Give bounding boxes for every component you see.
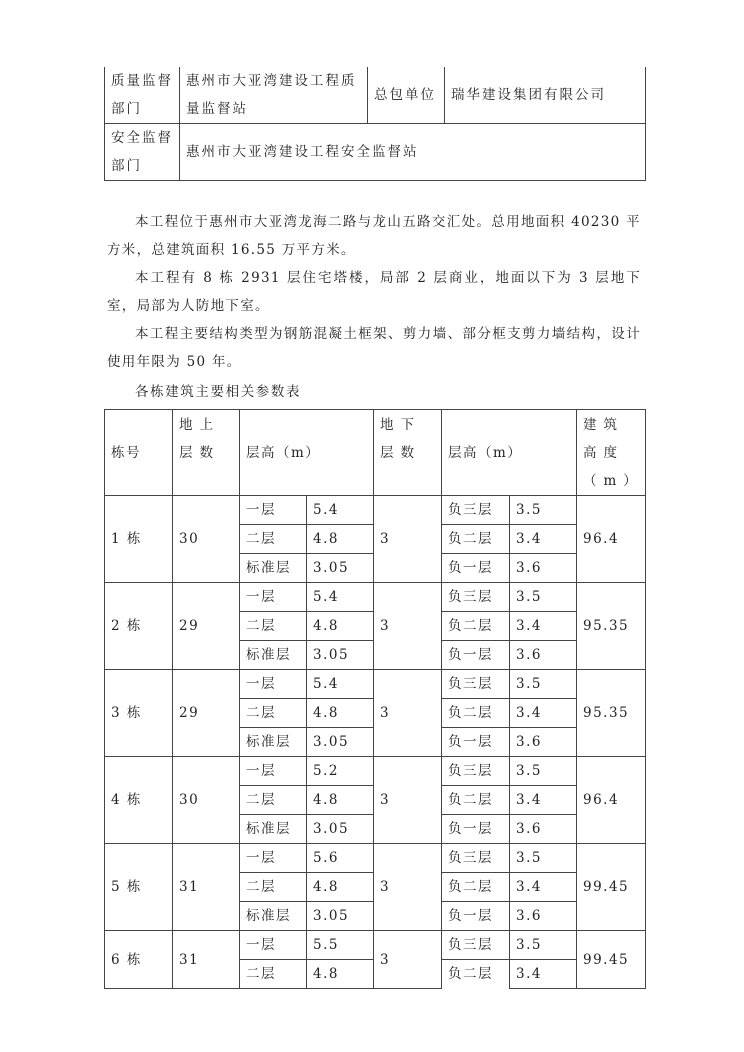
building-parameters-table [104, 409, 646, 989]
paragraph-location: 本工程位于惠州市大亚湾龙海二路与龙山五路交汇处。总用地面积 40230 平方米，总建筑面积 16.55 万平方米。 [107, 214, 641, 258]
below-floor-name: 负二层 [442, 960, 510, 989]
contractor-value: 瑞华建设集团有限公司 [445, 67, 646, 124]
quality-dept-label: 质量监督部门 [105, 67, 180, 124]
building-name: 3 栋 [105, 670, 173, 757]
table-row [105, 844, 646, 873]
building-name: 1 栋 [105, 496, 173, 583]
above-floor-count: 30 [173, 496, 240, 583]
below-floor-name: 负三层 [442, 670, 510, 699]
above-floor-name: 一层 [240, 583, 307, 612]
table-row [105, 67, 646, 124]
above-floor-height: 5.4 [307, 583, 374, 612]
contractor-label: 总包单位 [368, 67, 445, 124]
above-floor-name: 一层 [240, 757, 307, 786]
above-floor-height: 3.05 [307, 902, 374, 931]
above-floor-name: 二层 [240, 699, 307, 728]
building-total-height: 96.4 [577, 757, 646, 844]
below-floor-height: 3.4 [510, 786, 577, 815]
table-row [105, 757, 646, 786]
table-row [105, 670, 646, 699]
below-floor-name: 负二层 [442, 786, 510, 815]
above-floor-name: 标准层 [240, 641, 307, 670]
above-floor-height: 3.05 [307, 728, 374, 757]
header-above-floors-text: 地上层数 [179, 417, 220, 461]
below-floor-height: 3.6 [510, 554, 577, 583]
above-floor-count: 29 [173, 670, 240, 757]
project-info-table [104, 67, 646, 181]
header-above-height: 层高（m） [240, 410, 374, 496]
below-floor-height: 3.6 [510, 815, 577, 844]
above-floor-name: 二层 [240, 786, 307, 815]
header-total-height [577, 410, 646, 496]
above-floor-name: 标准层 [240, 554, 307, 583]
table-row [105, 496, 646, 525]
above-floor-height: 5.6 [307, 844, 374, 873]
below-floor-count: 3 [374, 844, 442, 931]
below-floor-height: 3.4 [510, 525, 577, 554]
below-floor-height: 3.5 [510, 496, 577, 525]
above-floor-name: 二层 [240, 873, 307, 902]
table-caption: 各栋建筑主要相关参数表 [135, 384, 302, 400]
above-floor-height: 4.8 [307, 960, 374, 989]
above-floor-height: 4.8 [307, 525, 374, 554]
below-floor-height: 3.4 [510, 960, 577, 989]
building-total-height: 99.45 [577, 931, 646, 989]
below-floor-name: 负三层 [442, 931, 510, 960]
building-total-height: 95.35 [577, 583, 646, 670]
above-floor-name: 标准层 [240, 902, 307, 931]
above-floor-height: 4.8 [307, 612, 374, 641]
safety-dept-label: 安全监督部门 [105, 124, 180, 181]
above-floor-name: 二层 [240, 612, 307, 641]
building-name: 6 栋 [105, 931, 173, 989]
above-floor-name: 一层 [240, 496, 307, 525]
above-floor-count: 30 [173, 757, 240, 844]
below-floor-name: 负三层 [442, 757, 510, 786]
above-floor-height: 5.4 [307, 670, 374, 699]
below-floor-height: 3.4 [510, 699, 577, 728]
above-floor-name: 二层 [240, 960, 307, 989]
below-floor-name: 负一层 [442, 815, 510, 844]
below-floor-height: 3.5 [510, 931, 577, 960]
below-floor-height: 3.5 [510, 844, 577, 873]
below-floor-height: 3.6 [510, 902, 577, 931]
above-floor-count: 31 [173, 844, 240, 931]
above-floor-name: 一层 [240, 844, 307, 873]
below-floor-name: 负三层 [442, 496, 510, 525]
above-floor-name: 标准层 [240, 728, 307, 757]
building-total-height: 99.45 [577, 844, 646, 931]
header-building: 栋号 [105, 410, 173, 496]
header-below-height: 层高（m） [442, 410, 577, 496]
below-floor-name: 负二层 [442, 525, 510, 554]
building-total-height: 95.35 [577, 670, 646, 757]
above-floor-name: 一层 [240, 931, 307, 960]
above-floor-count: 29 [173, 583, 240, 670]
below-floor-name: 负二层 [442, 873, 510, 902]
below-floor-count: 3 [374, 670, 442, 757]
below-floor-height: 3.4 [510, 612, 577, 641]
building-name: 5 栋 [105, 844, 173, 931]
above-floor-name: 二层 [240, 525, 307, 554]
above-floor-height: 3.05 [307, 641, 374, 670]
below-floor-name: 负二层 [442, 699, 510, 728]
below-floor-name: 负一层 [442, 554, 510, 583]
building-name: 2 栋 [105, 583, 173, 670]
below-floor-height: 3.5 [510, 583, 577, 612]
below-floor-count: 3 [374, 496, 442, 583]
below-floor-height: 3.5 [510, 670, 577, 699]
quality-dept-value: 惠州市大亚湾建设工程质量监督站 [180, 67, 368, 124]
below-floor-name: 负一层 [442, 641, 510, 670]
building-name: 4 栋 [105, 757, 173, 844]
above-floor-height: 3.05 [307, 815, 374, 844]
table-row [105, 583, 646, 612]
below-floor-name: 负一层 [442, 728, 510, 757]
above-floor-height: 3.05 [307, 554, 374, 583]
above-floor-height: 5.5 [307, 931, 374, 960]
building-total-height: 96.4 [577, 496, 646, 583]
below-floor-name: 负一层 [442, 902, 510, 931]
header-above-floors [173, 410, 240, 496]
table-row [105, 931, 646, 960]
above-floor-name: 标准层 [240, 815, 307, 844]
below-floor-name: 负三层 [442, 583, 510, 612]
below-floor-name: 负二层 [442, 612, 510, 641]
header-below-floors-text: 地下层数 [380, 417, 421, 461]
below-floor-height: 3.6 [510, 728, 577, 757]
header-row [105, 410, 646, 496]
safety-dept-value: 惠州市大亚湾建设工程安全监督站 [180, 124, 646, 181]
below-floor-count: 3 [374, 757, 442, 844]
header-total-height-text: 建筑高度（m） [583, 417, 644, 489]
below-floor-height: 3.5 [510, 757, 577, 786]
below-floor-height: 3.4 [510, 873, 577, 902]
above-floor-count: 31 [173, 931, 240, 989]
above-floor-name: 一层 [240, 670, 307, 699]
below-floor-count: 3 [374, 931, 442, 989]
header-below-floors [374, 410, 442, 496]
paragraph-structure: 本工程主要结构类型为钢筋混凝土框架、剪力墙、部分框支剪力墙结构，设计使用年限为 50 年。 [107, 326, 641, 370]
paragraph-buildings: 本工程有 8 栋 2931 层住宅塔楼，局部 2 层商业，地面以下为 3 层地下室，局部为人防地下室。 [107, 270, 641, 314]
above-floor-height: 5.2 [307, 757, 374, 786]
table-row [105, 124, 646, 181]
above-floor-height: 4.8 [307, 786, 374, 815]
below-floor-name: 负三层 [442, 844, 510, 873]
below-floor-count: 3 [374, 583, 442, 670]
above-floor-height: 4.8 [307, 699, 374, 728]
above-floor-height: 4.8 [307, 873, 374, 902]
below-floor-height: 3.6 [510, 641, 577, 670]
above-floor-height: 5.4 [307, 496, 374, 525]
